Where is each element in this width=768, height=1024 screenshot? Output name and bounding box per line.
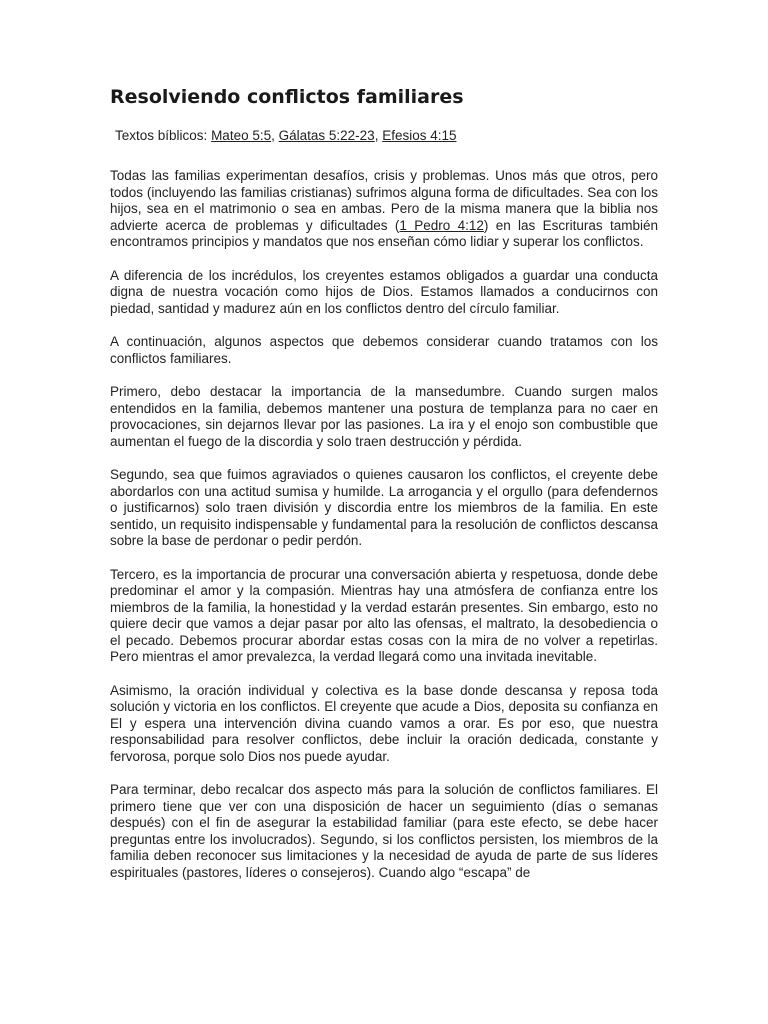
reference-link-mateo[interactable]: Mateo 5:5 [211, 128, 272, 143]
reference-separator: , [271, 128, 279, 143]
reference-separator: , [374, 128, 383, 143]
paragraph: Tercero, es la importancia de procurar una conversación abierta y respetuosa, donde debe predominar el amor y la compasión. Mientras hay una atmósfera de confianza entre los miembros de la familia, la honestidad y la verdad estarán presentes. Sin embargo, esto no quiere decir que vamos a dejar pasar por alto las ofensas, el maltrato, la desobediencia o el pecado. Debemos procurar abordar estas cosas con la mira de no volver a repetirlas. Pero mientras el amor prevalezca, la verdad llegará como una invitada inevitable. [110, 566, 658, 664]
paragraph: Asimismo, la oración individual y colectiva es la base donde descansa y reposa toda solución y victoria en los conflictos. El creyente que acude a Dios, deposita su confianza en El y espera una intervención divina cuando vamos a orar. Es por eso, que nuestra responsabilidad para resolver conflictos, debe incluir la oración dedicada, constante y fervorosa, porque solo Dios nos puede ayudar. [110, 682, 658, 764]
reference-link-galatas[interactable]: Gálatas 5:22-23 [278, 128, 375, 143]
paragraph-intro [110, 168, 658, 251]
document-page [110, 84, 658, 898]
bible-references [110, 128, 658, 144]
paragraph: A diferencia de los incrédulos, los creyentes estamos obligados a guardar una conducta digna de nuestra vocación como hijos de Dios. Estamos llamados a conducirnos con piedad, santidad y madurez aún en los conflictos dentro del círculo familiar. [110, 267, 658, 316]
paragraph: Segundo, sea que fuimos agraviados o quienes causaron los conflictos, el creyente debe abordarlos con una actitud sumisa y humilde. La arrogancia y el orgullo (para defendernos o justificarnos) solo traen división y discordia entre los miembros de la familia. En este sentido, un requisito indispensable y fundamental para la resolución de conflictos descansa sobre la base de perdonar o pedir perdón. [110, 467, 658, 548]
paragraph-text: ) en las Escrituras también encontramos principios y mandatos que nos enseñan cómo lidiar y superar los conflictos. [110, 217, 659, 249]
reference-link-pedro[interactable]: 1 Pedro 4:12 [399, 217, 484, 233]
paragraph: Para terminar, debo recalcar dos aspecto más para la solución de conflictos familiares. El primero tiene que ver con una disposición de hacer un seguimiento (días o semanas después) con el fin de asegurar la estabilidad familiar (para este efecto, se debe hacer preguntas entre los involucrados). Segundo, si los conflictos persisten, los miembros de la familia deben reconocer sus limitaciones y la necesidad de ayuda de parte de sus líderes espirituales (pastores, líderes o consejeros). Cuando algo “escapa” de [110, 782, 658, 880]
paragraph: A continuación, algunos aspectos que debemos considerar cuando tratamos con los conflictos familiares. [110, 334, 658, 366]
document-title: Resolviendo conflictos familiares [110, 86, 464, 108]
reference-link-efesios[interactable]: Efesios 4:15 [382, 128, 457, 143]
paragraph: Primero, debo destacar la importancia de la mansedumbre. Cuando surgen malos entendidos en la familia, debemos mantener una postura de templanza para no caer en provocaciones, sin dejarnos llevar por las pasiones. La ira y el enojo son combustible que aumentan el fuego de la discordia y solo traen destrucción y pérdida. [110, 384, 658, 449]
paragraph-text: Todas las familias experimentan desafíos, crisis y problemas. Unos más que otros, pero todos (incluyendo las familias cristianas) sufrimos alguna forma de dificultades. Sea con los hijos, sea en el matrimonio o sea en ambas. Pero de la misma manera que la biblia nos advierte acerca de problemas y dificultades ( [110, 168, 658, 233]
references-label: Textos bíblicos: [115, 128, 208, 143]
